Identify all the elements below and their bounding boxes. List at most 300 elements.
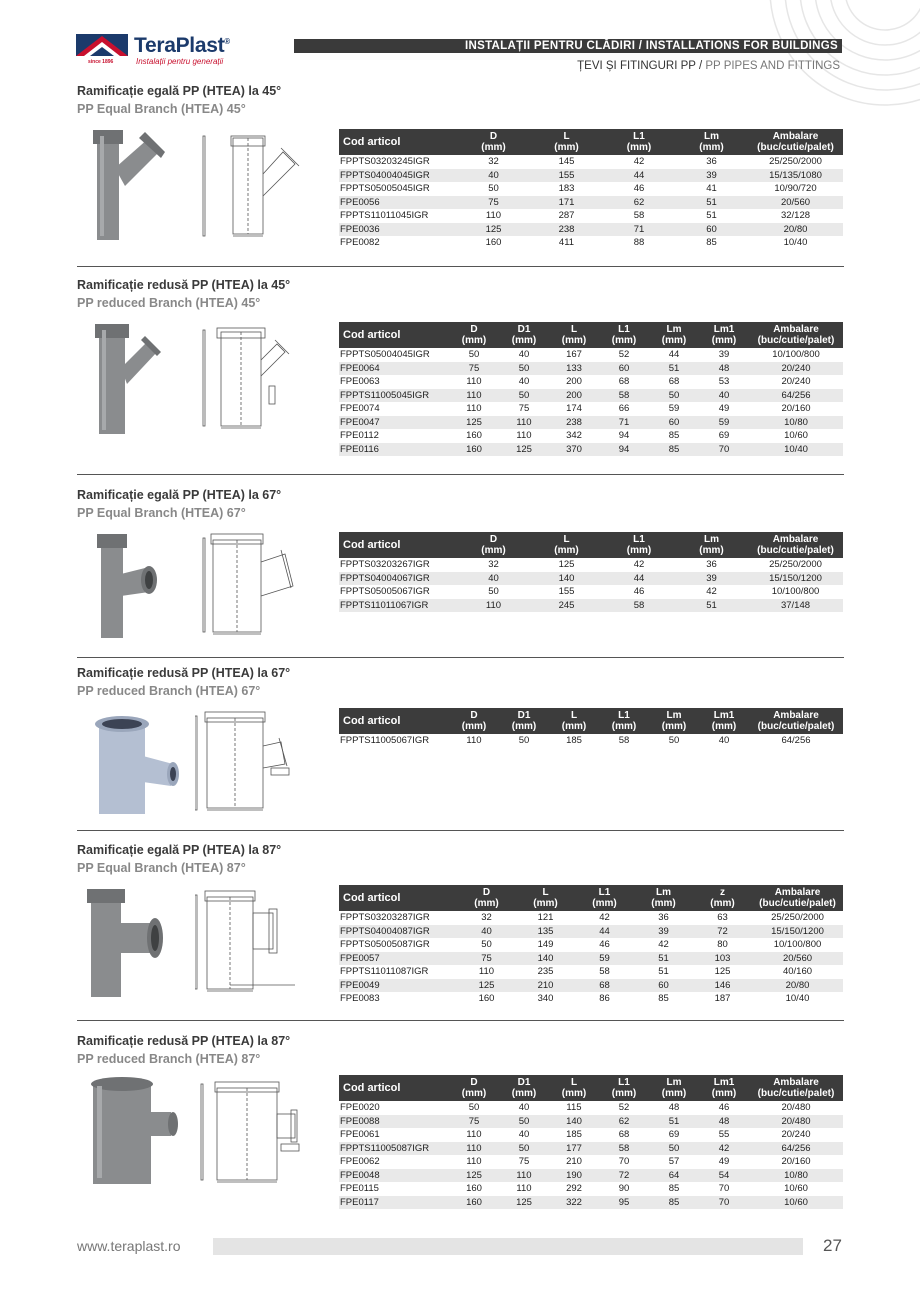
table-cell: 20/80 <box>752 979 843 993</box>
table-cell: 177 <box>549 1142 599 1156</box>
column-header: Cod articol <box>339 1075 449 1101</box>
table-cell: 44 <box>603 572 675 586</box>
product-table <box>339 532 843 612</box>
product-table <box>339 322 843 456</box>
header-subtitle <box>577 60 840 72</box>
table-cell: 70 <box>699 1182 749 1196</box>
table-cell: 66 <box>599 402 649 416</box>
product-code-cell: FPPTS03203287IGR <box>339 911 457 925</box>
table-cell: 90 <box>599 1182 649 1196</box>
column-header: Lm (mm) <box>634 885 693 911</box>
table-cell: 44 <box>603 169 675 183</box>
column-header: L (mm) <box>549 708 599 734</box>
table-cell: 51 <box>675 209 748 223</box>
column-header: Ambalare (buc/cutie/palet) <box>748 532 843 558</box>
table-row <box>339 402 843 416</box>
table-cell: 37/148 <box>748 599 843 613</box>
table-cell: 50 <box>649 734 699 748</box>
product-code-cell: FPPTS11005045IGR <box>339 389 449 403</box>
table-cell: 50 <box>499 389 549 403</box>
product-code-cell: FPE0064 <box>339 362 449 376</box>
table-cell: 40 <box>699 734 749 748</box>
table-header-row <box>339 129 843 155</box>
table-row <box>339 169 843 183</box>
table-cell: 200 <box>549 389 599 403</box>
table-cell: 75 <box>499 1155 549 1169</box>
table-cell: 40 <box>457 169 530 183</box>
table-cell: 85 <box>649 1196 699 1210</box>
table-cell: 51 <box>649 362 699 376</box>
table-cell: 210 <box>516 979 575 993</box>
table-cell: 64/256 <box>749 1142 843 1156</box>
product-code-cell: FPE0063 <box>339 375 449 389</box>
table-cell: 125 <box>449 416 499 430</box>
product-code-cell: FPPTS03203267IGR <box>339 558 457 572</box>
table-cell: 125 <box>457 979 516 993</box>
table-cell: 70 <box>699 1196 749 1210</box>
product-code-cell: FPE0057 <box>339 952 457 966</box>
table-cell: 238 <box>530 223 603 237</box>
table-header-row <box>339 708 843 734</box>
table-cell: 10/40 <box>749 443 843 457</box>
table-cell: 200 <box>549 375 599 389</box>
table-cell: 10/80 <box>749 1169 843 1183</box>
table-cell: 59 <box>699 416 749 430</box>
table-row <box>339 375 843 389</box>
table-header-row <box>339 1075 843 1101</box>
table-cell: 60 <box>599 362 649 376</box>
table-cell: 51 <box>649 1115 699 1129</box>
table-cell: 40/160 <box>752 965 843 979</box>
table-row <box>339 1142 843 1156</box>
section-title-en: PP reduced Branch (HTEA) 67° <box>77 684 261 698</box>
table-cell: 10/40 <box>752 992 843 1006</box>
table-cell: 50 <box>499 1115 549 1129</box>
table-cell: 40 <box>499 1128 549 1142</box>
table-row <box>339 572 843 586</box>
column-header: D (mm) <box>457 885 516 911</box>
table-row <box>339 911 843 925</box>
table-cell: 110 <box>499 1169 549 1183</box>
product-code-cell: FPE0074 <box>339 402 449 416</box>
table-cell: 287 <box>530 209 603 223</box>
table-cell: 103 <box>693 952 752 966</box>
section-title-en: PP Equal Branch (HTEA) 45° <box>77 102 246 116</box>
column-header: Lm (mm) <box>675 532 748 558</box>
table-cell: 40 <box>457 572 530 586</box>
table-cell: 86 <box>575 992 634 1006</box>
table-cell: 110 <box>449 1155 499 1169</box>
column-header: Cod articol <box>339 532 457 558</box>
table-cell: 62 <box>603 196 675 210</box>
table-cell: 160 <box>449 1182 499 1196</box>
section-equal-branch-67 <box>77 488 842 658</box>
table-row <box>339 182 843 196</box>
table-row <box>339 585 843 599</box>
product-code-cell: FPE0047 <box>339 416 449 430</box>
table-cell: 75 <box>457 196 530 210</box>
column-header: Lm (mm) <box>675 129 748 155</box>
product-photo <box>87 887 182 1002</box>
product-code-cell: FPPTS04004045IGR <box>339 169 457 183</box>
table-cell: 50 <box>457 182 530 196</box>
table-cell: 32/128 <box>748 209 843 223</box>
table-cell: 50 <box>457 938 516 952</box>
table-row <box>339 1128 843 1142</box>
subtitle-en: PP PIPES AND FITTINGS <box>705 60 840 72</box>
table-cell: 340 <box>516 992 575 1006</box>
product-code-cell: FPPTS03203245IGR <box>339 155 457 169</box>
column-header: L (mm) <box>549 1075 599 1101</box>
table-cell: 50 <box>499 1142 549 1156</box>
column-header: L1 (mm) <box>603 532 675 558</box>
table-cell: 10/60 <box>749 1182 843 1196</box>
logo-mark-icon <box>76 32 130 62</box>
table-cell: 49 <box>699 1155 749 1169</box>
table-cell: 167 <box>549 348 599 362</box>
table-cell: 10/60 <box>749 1196 843 1210</box>
column-header: Ambalare (buc/cutie/palet) <box>749 322 843 348</box>
table-cell: 69 <box>699 429 749 443</box>
table-cell: 110 <box>449 1142 499 1156</box>
technical-drawing <box>195 316 305 436</box>
logo-brand-text: TeraPlast <box>134 34 225 57</box>
table-cell: 94 <box>599 443 649 457</box>
product-code-cell: FPE0062 <box>339 1155 449 1169</box>
product-photo <box>87 322 177 437</box>
table-cell: 44 <box>649 348 699 362</box>
table-cell: 187 <box>693 992 752 1006</box>
table-cell: 160 <box>457 992 516 1006</box>
table-row <box>339 558 843 572</box>
section-title-ro: Ramificație egală PP (HTEA) la 45° <box>77 84 282 98</box>
column-header: Lm (mm) <box>649 322 699 348</box>
table-cell: 85 <box>649 443 699 457</box>
section-title-en: PP Equal Branch (HTEA) 67° <box>77 506 246 520</box>
column-header: D (mm) <box>457 129 530 155</box>
product-code-cell: FPE0036 <box>339 223 457 237</box>
table-cell: 125 <box>499 1196 549 1210</box>
product-code-cell: FPPTS04004067IGR <box>339 572 457 586</box>
column-header: L1 (mm) <box>599 708 649 734</box>
product-code-cell: FPE0082 <box>339 236 457 250</box>
table-cell: 155 <box>530 169 603 183</box>
table-cell: 58 <box>575 965 634 979</box>
product-table <box>339 129 843 250</box>
column-header: D1 (mm) <box>499 708 549 734</box>
technical-drawing <box>195 1074 310 1189</box>
table-cell: 68 <box>575 979 634 993</box>
column-header: Cod articol <box>339 129 457 155</box>
column-header: z (mm) <box>693 885 752 911</box>
table-row <box>339 1101 843 1115</box>
table-cell: 39 <box>675 169 748 183</box>
table-cell: 52 <box>599 1101 649 1115</box>
table-cell: 39 <box>699 348 749 362</box>
column-header: L (mm) <box>516 885 575 911</box>
table-cell: 42 <box>575 911 634 925</box>
table-cell: 58 <box>603 209 675 223</box>
column-header: L (mm) <box>530 532 603 558</box>
product-code-cell: FPE0061 <box>339 1128 449 1142</box>
table-cell: 32 <box>457 558 530 572</box>
table-cell: 85 <box>649 429 699 443</box>
product-photo <box>87 532 177 642</box>
table-cell: 41 <box>675 182 748 196</box>
column-header: Lm1 (mm) <box>699 708 749 734</box>
table-row <box>339 443 843 457</box>
table-cell: 125 <box>693 965 752 979</box>
table-row <box>339 965 843 979</box>
table-cell: 58 <box>599 389 649 403</box>
table-cell: 75 <box>499 402 549 416</box>
table-cell: 64 <box>649 1169 699 1183</box>
table-cell: 20/560 <box>752 952 843 966</box>
table-cell: 174 <box>549 402 599 416</box>
table-cell: 71 <box>603 223 675 237</box>
table-cell: 125 <box>457 223 530 237</box>
table-cell: 75 <box>449 1115 499 1129</box>
table-cell: 39 <box>675 572 748 586</box>
technical-drawing <box>195 526 305 641</box>
logo-tagline: Instalații pentru generații <box>136 57 224 66</box>
product-code-cell: FPE0117 <box>339 1196 449 1210</box>
table-cell: 322 <box>549 1196 599 1210</box>
table-cell: 39 <box>634 925 693 939</box>
table-cell: 40 <box>699 389 749 403</box>
table-cell: 72 <box>693 925 752 939</box>
product-table <box>339 708 843 748</box>
table-cell: 160 <box>449 443 499 457</box>
table-cell: 185 <box>549 1128 599 1142</box>
table-cell: 210 <box>549 1155 599 1169</box>
table-cell: 121 <box>516 911 575 925</box>
section-title-en: PP reduced Branch (HTEA) 87° <box>77 1052 261 1066</box>
section-title-en: PP reduced Branch (HTEA) 45° <box>77 296 261 310</box>
section-title-ro: Ramificație egală PP (HTEA) la 87° <box>77 843 282 857</box>
product-code-cell: FPE0116 <box>339 443 449 457</box>
table-cell: 57 <box>649 1155 699 1169</box>
table-cell: 125 <box>499 443 549 457</box>
product-code-cell: FPE0088 <box>339 1115 449 1129</box>
table-cell: 42 <box>603 155 675 169</box>
table-cell: 46 <box>699 1101 749 1115</box>
section-divider <box>77 1020 844 1021</box>
column-header: Cod articol <box>339 885 457 911</box>
column-header: L1 (mm) <box>599 322 649 348</box>
table-cell: 10/60 <box>749 429 843 443</box>
table-cell: 135 <box>516 925 575 939</box>
table-cell: 58 <box>603 599 675 613</box>
table-cell: 15/150/1200 <box>748 572 843 586</box>
table-row <box>339 223 843 237</box>
table-cell: 110 <box>449 734 499 748</box>
table-cell: 110 <box>457 599 530 613</box>
table-cell: 63 <box>693 911 752 925</box>
product-code-cell: FPE0020 <box>339 1101 449 1115</box>
table-cell: 110 <box>449 389 499 403</box>
table-cell: 58 <box>599 734 649 748</box>
table-cell: 110 <box>449 1128 499 1142</box>
section-reduced-branch-87 <box>77 1034 842 1224</box>
table-cell: 59 <box>649 402 699 416</box>
table-cell: 146 <box>693 979 752 993</box>
table-cell: 42 <box>634 938 693 952</box>
table-cell: 10/80 <box>749 416 843 430</box>
column-header: D (mm) <box>449 1075 499 1101</box>
page-number: 27 <box>823 1236 842 1255</box>
table-row <box>339 1169 843 1183</box>
table-cell: 20/560 <box>748 196 843 210</box>
table-cell: 51 <box>675 196 748 210</box>
table-row <box>339 155 843 169</box>
table-cell: 42 <box>603 558 675 572</box>
table-cell: 110 <box>457 965 516 979</box>
section-title-ro: Ramificație redusă PP (HTEA) la 87° <box>77 1034 291 1048</box>
table-cell: 10/100/800 <box>749 348 843 362</box>
section-title-ro: Ramificație redusă PP (HTEA) la 67° <box>77 666 291 680</box>
table-cell: 20/240 <box>749 362 843 376</box>
table-cell: 68 <box>599 1128 649 1142</box>
product-code-cell: FPPTS11011045IGR <box>339 209 457 223</box>
section-equal-branch-45 <box>77 84 842 274</box>
table-cell: 44 <box>575 925 634 939</box>
table-cell: 25/250/2000 <box>748 155 843 169</box>
table-row <box>339 416 843 430</box>
table-cell: 71 <box>599 416 649 430</box>
table-cell: 342 <box>549 429 599 443</box>
table-cell: 25/250/2000 <box>748 558 843 572</box>
table-cell: 40 <box>457 925 516 939</box>
product-code-cell: FPPTS05005067IGR <box>339 585 457 599</box>
table-row <box>339 599 843 613</box>
table-cell: 50 <box>499 734 549 748</box>
table-cell: 46 <box>603 182 675 196</box>
column-header: Ambalare (buc/cutie/palet) <box>749 1075 843 1101</box>
column-header: Lm (mm) <box>649 1075 699 1101</box>
table-cell: 48 <box>699 362 749 376</box>
table-cell: 68 <box>599 375 649 389</box>
table-row <box>339 734 843 748</box>
table-cell: 85 <box>649 1182 699 1196</box>
footer-bar <box>213 1238 803 1255</box>
column-header: Lm1 (mm) <box>699 322 749 348</box>
table-row <box>339 992 843 1006</box>
table-header-row <box>339 885 843 911</box>
table-cell: 20/80 <box>748 223 843 237</box>
section-title-ro: Ramificație egală PP (HTEA) la 67° <box>77 488 282 502</box>
table-cell: 140 <box>530 572 603 586</box>
table-cell: 50 <box>649 1142 699 1156</box>
section-divider <box>77 474 844 475</box>
table-cell: 140 <box>549 1115 599 1129</box>
table-row <box>339 1115 843 1129</box>
table-cell: 160 <box>449 1196 499 1210</box>
product-code-cell: FPE0056 <box>339 196 457 210</box>
product-code-cell: FPE0049 <box>339 979 457 993</box>
table-cell: 36 <box>675 155 748 169</box>
footer-website-link[interactable]: www.teraplast.ro <box>77 1238 181 1254</box>
table-row <box>339 389 843 403</box>
table-cell: 85 <box>675 236 748 250</box>
table-cell: 145 <box>530 155 603 169</box>
table-cell: 60 <box>634 979 693 993</box>
product-photo <box>87 712 187 817</box>
column-header: Cod articol <box>339 708 449 734</box>
column-header: L (mm) <box>549 322 599 348</box>
table-cell: 60 <box>675 223 748 237</box>
table-cell: 411 <box>530 236 603 250</box>
table-cell: 50 <box>499 362 549 376</box>
table-cell: 15/135/1080 <box>748 169 843 183</box>
table-row <box>339 1182 843 1196</box>
table-cell: 292 <box>549 1182 599 1196</box>
table-cell: 20/480 <box>749 1101 843 1115</box>
table-row <box>339 348 843 362</box>
column-header: L1 (mm) <box>599 1075 649 1101</box>
table-cell: 20/160 <box>749 1155 843 1169</box>
table-cell: 25/250/2000 <box>752 911 843 925</box>
subtitle-ro: ȚEVI ȘI FITINGURI PP / <box>577 60 706 72</box>
table-cell: 32 <box>457 911 516 925</box>
column-header: L1 (mm) <box>575 885 634 911</box>
logo-since: since 1896 <box>88 59 114 65</box>
section-title-en: PP Equal Branch (HTEA) 87° <box>77 861 246 875</box>
teraplast-logo <box>76 32 246 70</box>
table-cell: 115 <box>549 1101 599 1115</box>
table-row <box>339 196 843 210</box>
product-code-cell: FPPTS04004087IGR <box>339 925 457 939</box>
table-cell: 64/256 <box>749 389 843 403</box>
table-cell: 40 <box>499 1101 549 1115</box>
table-cell: 75 <box>449 362 499 376</box>
table-cell: 52 <box>599 348 649 362</box>
product-code-cell: FPPTS11005087IGR <box>339 1142 449 1156</box>
table-header-row <box>339 322 843 348</box>
table-cell: 58 <box>599 1142 649 1156</box>
table-cell: 10/90/720 <box>748 182 843 196</box>
table-cell: 85 <box>634 992 693 1006</box>
table-header-row <box>339 532 843 558</box>
table-cell: 125 <box>530 558 603 572</box>
column-header: Lm1 (mm) <box>699 1075 749 1101</box>
table-row <box>339 952 843 966</box>
section-reduced-branch-67 <box>77 666 842 831</box>
table-cell: 60 <box>649 416 699 430</box>
table-cell: 183 <box>530 182 603 196</box>
product-code-cell: FPE0048 <box>339 1169 449 1183</box>
product-table <box>339 1075 843 1209</box>
column-header: L (mm) <box>530 129 603 155</box>
product-code-cell: FPE0083 <box>339 992 457 1006</box>
table-cell: 110 <box>499 416 549 430</box>
section-title-ro: Ramificație redusă PP (HTEA) la 45° <box>77 278 291 292</box>
table-cell: 235 <box>516 965 575 979</box>
column-header: Cod articol <box>339 322 449 348</box>
section-equal-branch-87 <box>77 843 842 1023</box>
table-cell: 10/100/800 <box>748 585 843 599</box>
header-bar-title: INSTALAȚII PENTRU CLĂDIRI / INSTALLATIONS FOR BUILDINGS <box>465 40 838 52</box>
header-bar <box>294 39 842 53</box>
table-cell: 51 <box>634 952 693 966</box>
table-cell: 55 <box>699 1128 749 1142</box>
table-cell: 20/480 <box>749 1115 843 1129</box>
table-cell: 94 <box>599 429 649 443</box>
table-cell: 95 <box>599 1196 649 1210</box>
column-header: L1 (mm) <box>603 129 675 155</box>
table-cell: 160 <box>449 429 499 443</box>
column-header: Lm (mm) <box>649 708 699 734</box>
